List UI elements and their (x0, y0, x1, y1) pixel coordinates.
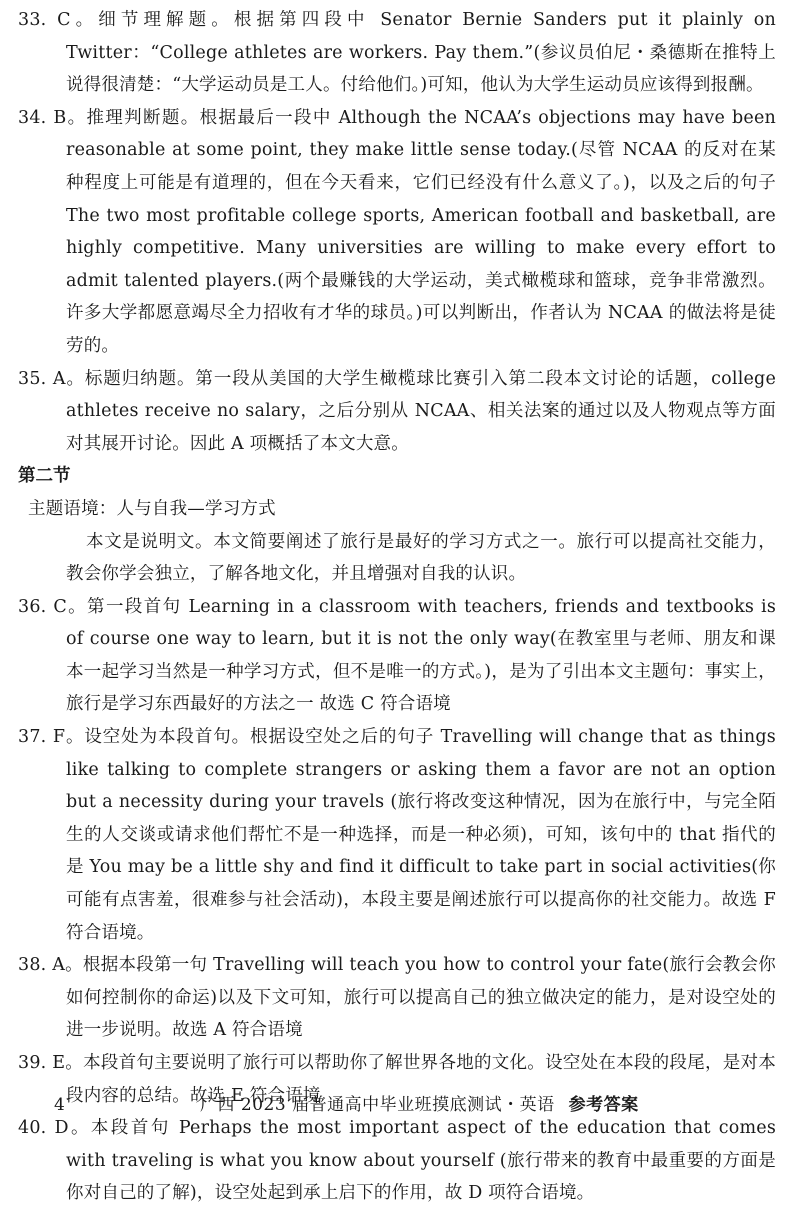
page-number: 4 (54, 1095, 65, 1115)
answer-33: 33. C。细节理解题。根据第四段中 Senator Bernie Sanders put it plainly on Twitter：“College athletes are workers. Pay them.”(参议员伯尼・桑德斯在推特上说得很清楚：“大学运动员是工人。付给他们。)可知，他认为大学生运动员应该得到报酬。 (18, 10, 776, 96)
theme-context: 主题语境：人与自我—学习方式 (28, 498, 276, 519)
answer-36: 36. C。第一段首句 Learning in a classroom with teachers, friends and textbooks is of course one way to learn, but it is not the only way(在教室里与老师、朋友和课本一起学习当然是一种学习方式，但不是唯一的方式。)，是为了引出本文主题句：事实上，旅行是学习东西最好的方法之一 故选 C 符合语境 (18, 596, 776, 715)
answer-35: 35. A。标题归纳题。第一段从美国的大学生橄榄球比赛引入第二段本文讨论的话题，college athletes receive no salary，之后分别从 NCAA、相关法案的通过以及人物观点等方面对其展开讨论。因此 A 项概括了本文大意。 (18, 368, 776, 454)
answer-37: 37. F。设空处为本段首句。根据设空处之后的句子 Travelling will change that as things like talking to complete strangers or asking them a favor are not an option but a necessity during your travels (旅行将改变这种情况，因为在旅行中，与完全陌生的人交谈或请求他们帮忙不是一种选择，而是一种必须)，可知，该句中的 that 指代的是 You may be a little shy and find it difficult to take part in social activities(你可能有点害羞，很难参与社会活动)，本段主要是阐述旅行可以提高你的社交能力。故选 F 符合语境。 (18, 727, 776, 943)
answer-34: 34. B。推理判断题。根据最后一段中 Although the NCAA’s objections may have been reasonable at some point, they make little sense today.(尽管 NCAA 的反对在某种程度上可能是有道理的，但在今天看来，它们已经没有什么意义了。)，以及之后的句子 The two most profitable college sports, American football and basketball, are highly competitive. Many universities are willing to make every effort to admit talented players.(两个最赚钱的大学运动，美式橄榄球和篮球，竞争非常激烈。许多大学都愿意竭尽全力招收有才华的球员。)可以判断出，作者认为 NCAA 的做法将是徒劳的。 (18, 107, 776, 356)
section-two-heading: 第二节 (18, 466, 71, 487)
page-content (18, 4, 776, 1210)
answer-label: 参考答案 (568, 1095, 639, 1115)
footer-title (200, 1088, 639, 1122)
passage-intro: 本文是说明文。本文简要阐述了旅行是最好的学习方式之一。旅行可以提高社交能力，教会你学会独立，了解各地文化，并且增强对自我的认识。 (66, 531, 776, 585)
answer-39: 39. E。本段首句主要说明了旅行可以帮助你了解世界各地的文化。设空处在本段的段尾，是对本段内容的总结。故选 E 符合语境 (18, 1053, 776, 1106)
answer-38: 38. A。根据本段第一句 Travelling will teach you how to control your fate(旅行会教会你如何控制你的命运)以及下文可知，旅行可以提高自己的独立做决定的能力，是对设空处的进一步说明。故选 A 符合语境 (18, 955, 776, 1041)
exam-title: 广西 2023 届普通高中毕业班摸底测试・英语 (200, 1095, 555, 1115)
answer-40: 40. D。本段首句 Perhaps the most important aspect of the education that comes with traveling is what you know about yourself (旅行带来的教育中最重要的方面是你对自己的了解)，设空处起到承上启下的作用，故 D 项符合语境。 (18, 1118, 776, 1204)
page-footer (0, 1088, 800, 1122)
